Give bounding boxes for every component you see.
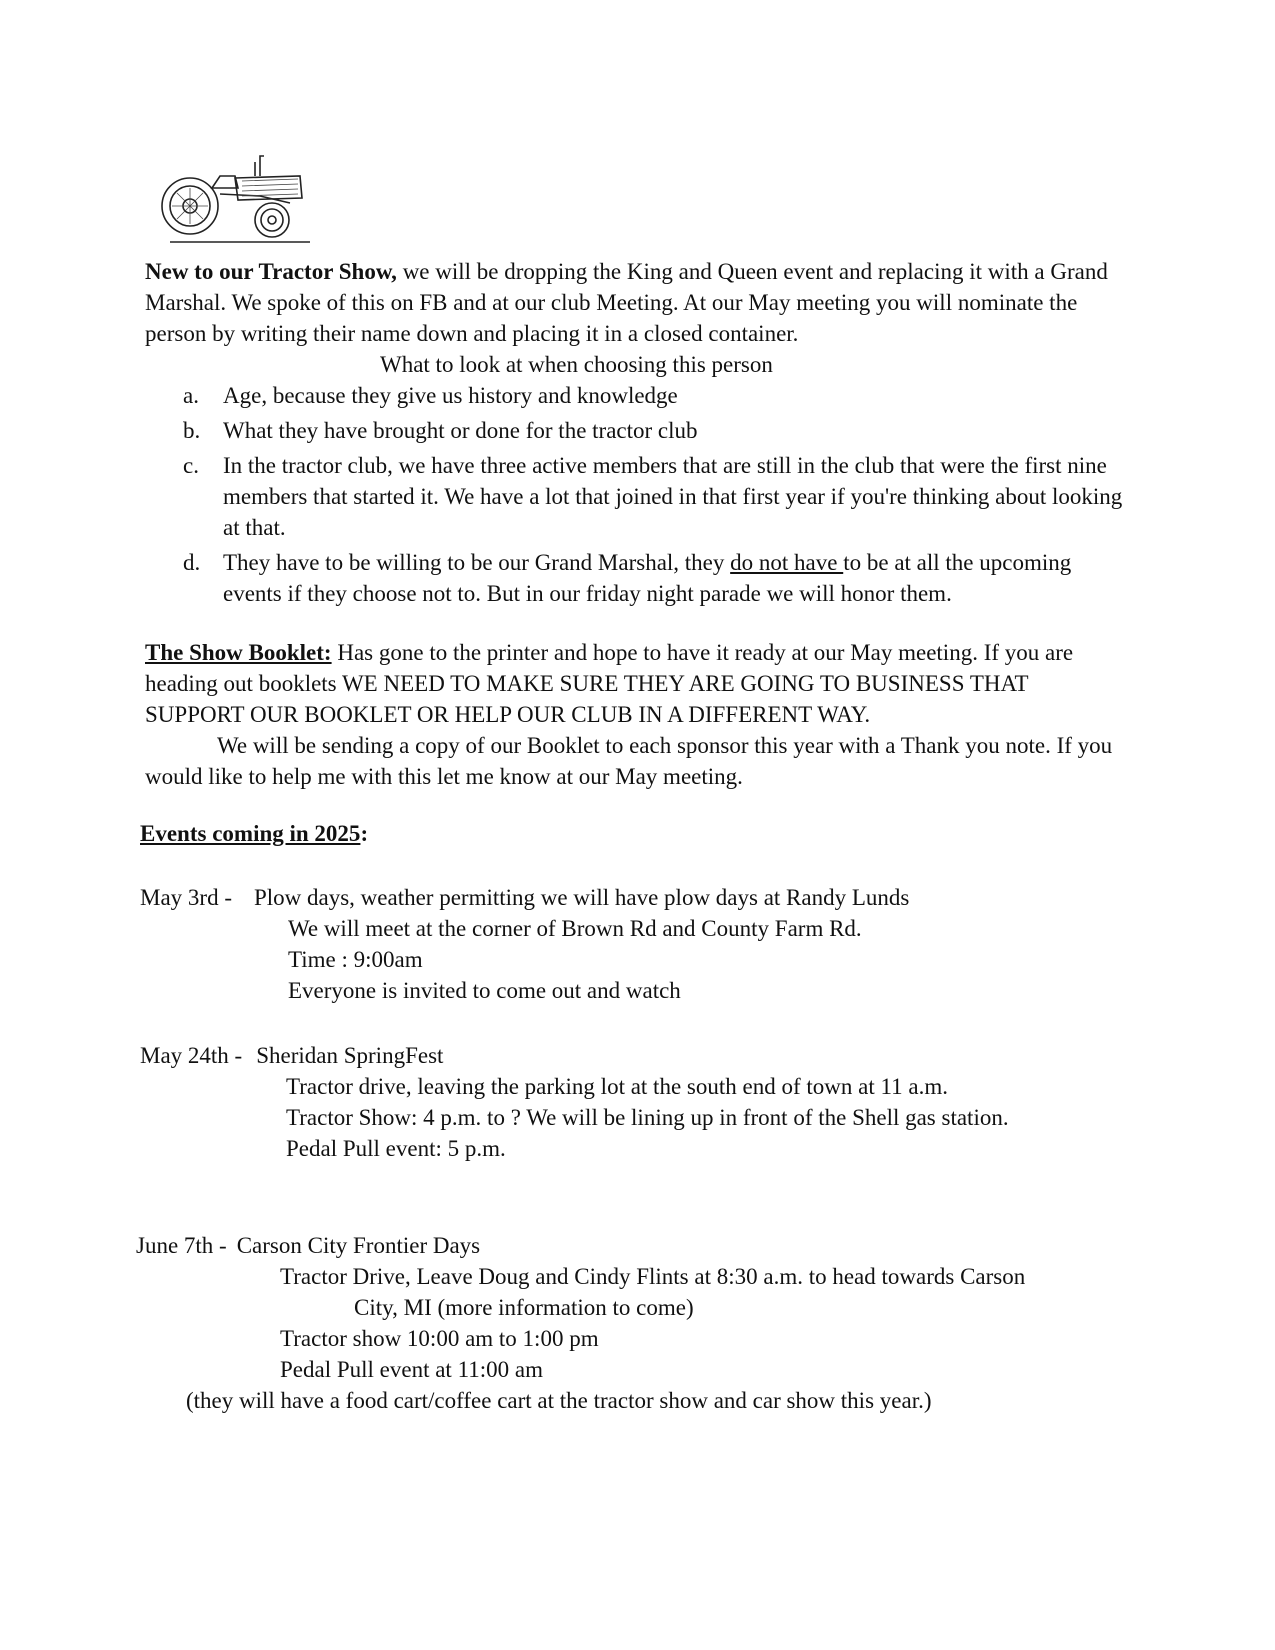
grand-marshal-lead: New to our Tractor Show, <box>145 259 397 284</box>
criteria-item-a <box>145 380 1125 411</box>
criteria-item-c <box>145 450 1125 543</box>
criteria-letter: d. <box>183 550 201 575</box>
criteria-list <box>145 380 1125 609</box>
event-date: May 24th - <box>140 1043 243 1068</box>
criteria-letter: b. <box>183 418 201 443</box>
booklet-lead: The Show Booklet: <box>145 640 332 665</box>
grand-marshal-text: we will be dropping the King and Queen event and replacing it with a Grand Marshal. We spoke of this on FB and at our club Meeting. At our May meeting you will nominate the person by writing their name down and placing it in a closed container. <box>145 259 1108 346</box>
event-detail: Tractor Show: 4 p.m. to ? We will be lining up in front of the Shell gas station. <box>286 1105 1009 1130</box>
event-detail: Time : 9:00am <box>288 947 423 972</box>
event-detail: Tractor show 10:00 am to 1:00 pm <box>280 1326 599 1351</box>
event-date: June 7th - <box>136 1233 227 1258</box>
criteria-heading: What to look at when choosing this person <box>380 352 773 377</box>
criteria-text: They have to be willing to be our Grand Marshal, they <box>223 550 731 575</box>
event-item <box>140 1040 1130 1164</box>
booklet-text: Has gone to the printer and hope to have it ready at our May meeting. If you are heading out booklets WE NEED TO MAKE SURE THEY ARE GOING TO BUSINESS THAT SUPPORT OUR BOOKLET OR HELP OUR CLUB IN A DIFFERENT WAY. <box>145 640 1074 727</box>
event-detail: Everyone is invited to come out and watch <box>288 978 681 1003</box>
event-name: Plow days, weather permitting we will have plow days at Randy Lunds <box>253 885 910 910</box>
event-detail: Tractor Drive, Leave Doug and Cindy Flints at 8:30 a.m. to head towards Carson <box>280 1264 1026 1289</box>
criteria-text: Age, because they give us history and knowledge <box>223 383 678 408</box>
booklet-paragraph <box>145 637 1125 730</box>
criteria-item-b <box>145 415 1125 446</box>
criteria-letter: a. <box>183 383 199 408</box>
event-detail: City, MI (more information to come) <box>354 1295 694 1320</box>
event-detail: We will meet at the corner of Brown Rd and County Farm Rd. <box>288 916 862 941</box>
criteria-item-d <box>145 547 1125 609</box>
grand-marshal-section <box>145 256 1125 613</box>
event-name: Carson City Frontier Days <box>236 1233 481 1258</box>
event-item <box>136 1230 1126 1416</box>
grand-marshal-paragraph <box>145 256 1125 349</box>
events-heading-text: Events coming in 2025 <box>140 821 361 846</box>
event-name: Sheridan SpringFest <box>256 1043 444 1068</box>
event-item <box>140 882 1130 1006</box>
criteria-text: In the tractor club, we have three active members that are still in the club that were the first nine members that started it. We have a lot that joined in that first year if you're thinking about looking at that. <box>223 453 1123 540</box>
event-detail: Tractor drive, leaving the parking lot at the south end of town at 11 a.m. <box>286 1074 948 1099</box>
criteria-text: What they have brought or done for the tractor club <box>223 418 698 443</box>
events-heading-colon: : <box>360 821 369 846</box>
booklet-paragraph-2: We will be sending a copy of our Booklet to each sponsor this year with a Thank you note. If you would like to help me with this let me know at our May meeting. <box>145 733 1113 789</box>
booklet-section <box>145 637 1125 792</box>
event-note: (they will have a food cart/coffee cart at the tractor show and car show this year.) <box>186 1388 932 1413</box>
event-detail: Pedal Pull event: 5 p.m. <box>286 1136 506 1161</box>
event-detail: Pedal Pull event at 11:00 am <box>280 1357 543 1382</box>
criteria-underlined-text: do not have <box>730 550 844 575</box>
events-heading <box>140 818 1120 849</box>
criteria-letter: c. <box>183 453 199 478</box>
tractor-illustration <box>160 148 315 248</box>
event-date: May 3rd - <box>140 885 232 910</box>
criteria-text: to be at all the upcoming events if they choose not to. But in our friday night parade we will honor them. <box>223 550 1072 606</box>
